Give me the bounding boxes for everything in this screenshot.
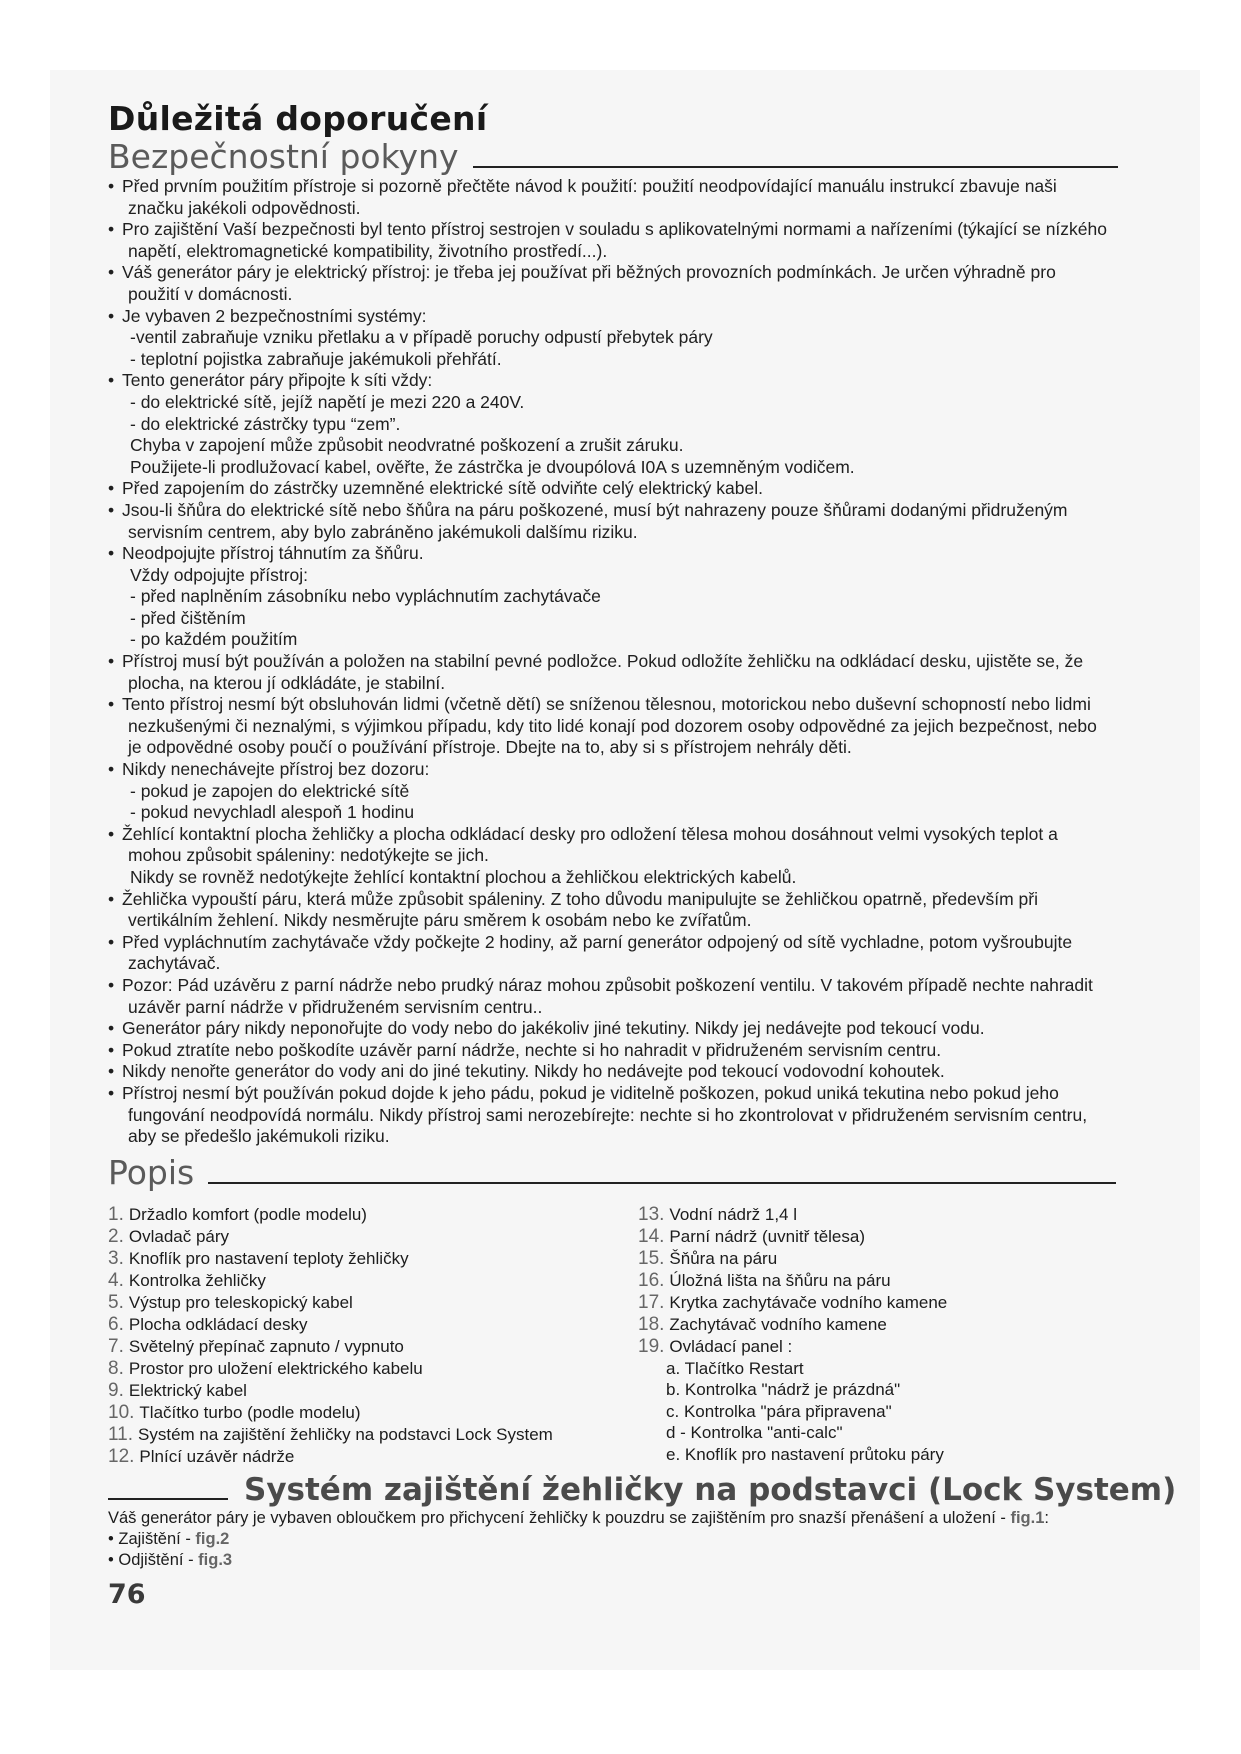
item-label: Plnící uzávěr nádrže bbox=[139, 1446, 295, 1466]
bullet-item: • Před vypláchnutím zachytávače vždy počkejte 2 hodiny, až parní generátor odpojený od sítě vychladne, potom vyšroubujte bbox=[108, 932, 1213, 954]
fig-ref: fig.3 bbox=[198, 1550, 233, 1569]
sub-list-item: e. Knoflík pro nastavení průtoku páry bbox=[666, 1444, 944, 1464]
lock-system-heading bbox=[108, 1472, 1213, 1508]
list-item bbox=[638, 1314, 1168, 1336]
bullet-continuation: nezkušenými či neznalými, s výjimkou případu, kdy tito lidé konají pod dozorem osoby odpovědné za jejich bezpečnost, nebo bbox=[128, 715, 1097, 736]
safety-heading-text: Bezpečnostní pokyny bbox=[108, 137, 459, 176]
popis-heading-text: Popis bbox=[108, 1152, 195, 1192]
list-item bbox=[108, 1402, 638, 1424]
bullet-item: • Generátor páry nikdy neponořujte do vody nebo do jakékoliv jiné tekutiny. Nikdy jej nedávejte pod tekoucí vodu. bbox=[108, 1018, 1213, 1040]
item-label: Zachytávač vodního kamene bbox=[669, 1314, 887, 1334]
item-label: Ovládací panel : bbox=[669, 1336, 793, 1356]
bullet-item: • Je vybaven 2 bezpečnostními systémy: bbox=[108, 306, 1213, 328]
sub-list-item: a. Tlačítko Restart bbox=[666, 1358, 804, 1378]
bullet-continuation: -ventil zabraňuje vzniku přetlaku a v případě poruchy odpustí přebytek páry bbox=[130, 327, 713, 348]
item-label: Parní nádrž (uvnitř tělesa) bbox=[669, 1226, 866, 1246]
lock-intro: Váš generátor páry je vybaven obloučkem pro přichycení žehličky k pouzdru se zajištěním pro snazší přenášení a uložení - bbox=[108, 1508, 1011, 1527]
list-item bbox=[108, 1424, 638, 1446]
lock-item-label: Odjištění - bbox=[118, 1550, 199, 1569]
heading-rule bbox=[473, 166, 1118, 168]
item-number: 1. bbox=[108, 1203, 124, 1225]
list-item bbox=[638, 1292, 1168, 1314]
list-item bbox=[638, 1204, 1168, 1226]
list-item bbox=[638, 1226, 1168, 1248]
popis-heading bbox=[108, 1154, 1213, 1192]
list-item bbox=[108, 1336, 638, 1358]
sub-list-item: b. Kontrolka "nádrž je prázdná" bbox=[666, 1380, 901, 1400]
item-label: Kontrolka žehličky bbox=[128, 1270, 266, 1290]
bullet-glyph: • bbox=[108, 1529, 119, 1548]
bullet-continuation: uzávěr parní nádrže v přidruženém servisním centru.. bbox=[128, 996, 543, 1017]
bullet-item: • Tento generátor páry připojte k síti vždy: bbox=[108, 370, 1213, 392]
bullet-item: • Pozor: Pád uzávěru z parní nádrže nebo prudký náraz mohou způsobit poškození ventilu. V takovém případě nechte nahradit bbox=[108, 975, 1213, 997]
bullet-continuation: použití v domácnosti. bbox=[128, 283, 293, 304]
item-label: Šňůra na páru bbox=[669, 1248, 778, 1268]
bullet-continuation: Použijete-li prodlužovací kabel, ověřte, že zástrčka je dvoupólová I0A s uzemněným vodičem. bbox=[130, 456, 855, 477]
bullet-continuation: - před naplněním zásobníku nebo vypláchnutím zachytávače bbox=[130, 586, 601, 607]
bullet-continuation: - teplotní pojistka zabraňuje jakémukoli přehřátí. bbox=[130, 348, 502, 369]
item-label: Vodní nádrž 1,4 l bbox=[669, 1204, 798, 1224]
bullet-continuation: - pokud je zapojen do elektrické sítě bbox=[130, 780, 410, 801]
item-label: Prostor pro uložení elektrického kabelu bbox=[128, 1358, 423, 1378]
item-label: Plocha odkládací desky bbox=[128, 1314, 308, 1334]
bullet-continuation: servisním centrem, aby bylo zabráněno jakémukoli dalšímu riziku. bbox=[128, 521, 638, 542]
item-label: Elektrický kabel bbox=[128, 1380, 247, 1400]
bullet-glyph: • bbox=[108, 1550, 119, 1569]
bullet-item: • Přístroj musí být používán a položen na stabilní pevné podložce. Pokud odložíte žehličku na odkládací desku, ujistěte se, že bbox=[108, 651, 1213, 673]
item-number: 15. bbox=[638, 1247, 665, 1269]
bullet-continuation: - do elektrické sítě, jejíž napětí je mezi 220 a 240V. bbox=[130, 391, 525, 412]
lock-item bbox=[108, 1529, 1213, 1550]
item-number: 14. bbox=[638, 1225, 665, 1247]
item-number: 18. bbox=[638, 1313, 665, 1335]
item-label: Světelný přepínač zapnuto / vypnuto bbox=[128, 1336, 404, 1356]
lock-item bbox=[108, 1550, 1213, 1571]
list-item bbox=[108, 1292, 638, 1314]
item-label: Úložná lišta na šňůru na páru bbox=[669, 1270, 891, 1290]
bullet-item: • Žehlička vypouští páru, která může způsobit spáleniny. Z toho důvodu manipulujte se žehličkou opatrně, především při bbox=[108, 889, 1213, 911]
item-label: Držadlo komfort (podle modelu) bbox=[128, 1204, 367, 1224]
bullet-item: • Před zapojením do zástrčky uzemněné elektrické sítě odviňte celý elektrický kabel. bbox=[108, 478, 1213, 500]
item-number: 4. bbox=[108, 1269, 124, 1291]
bullet-item: • Jsou-li šňůra do elektrické sítě nebo šňůra na páru poškozené, musí být nahrazeny pouze šňůrami dodanými přidruženým bbox=[108, 500, 1213, 522]
sub-list-item: c. Kontrolka "pára připravena" bbox=[666, 1401, 892, 1421]
list-item bbox=[108, 1314, 638, 1336]
item-number: 16. bbox=[638, 1269, 665, 1291]
lock-item-label: Zajištění - bbox=[118, 1529, 196, 1548]
parts-list bbox=[108, 1204, 1213, 1468]
bullet-item: • Nikdy nenořte generátor do vody ani do jiné tekutiny. Nikdy ho nedávejte pod tekoucí vodovodní kohoutek. bbox=[108, 1061, 1213, 1083]
list-item bbox=[638, 1248, 1168, 1270]
bullet-item: • Před prvním použitím přístroje si pozorně přečtěte návod k použití: použití neodpovídající manuálu instrukcí zbavuje naši bbox=[108, 176, 1213, 198]
item-label: Tlačítko turbo (podle modelu) bbox=[139, 1402, 361, 1422]
item-label: Systém na zajištění žehličky na podstavci Lock System bbox=[138, 1424, 553, 1444]
bullet-continuation: je odpovědné osoby poučí o používání přístroje. Dbejte na to, aby si s přístrojem nehrály děti. bbox=[128, 737, 852, 758]
item-number: 13. bbox=[638, 1203, 665, 1225]
item-number: 6. bbox=[108, 1313, 124, 1335]
list-item bbox=[638, 1270, 1168, 1292]
item-number: 10. bbox=[108, 1401, 135, 1423]
item-number: 2. bbox=[108, 1225, 124, 1247]
item-number: 11. bbox=[108, 1423, 134, 1445]
item-number: 12. bbox=[108, 1445, 135, 1467]
bullet-continuation: vertikálním žehlení. Nikdy nesměrujte páru směrem k osobám nebo ke zvířatům. bbox=[128, 910, 752, 931]
item-label: Výstup pro teleskopický kabel bbox=[128, 1292, 353, 1312]
bullet-item: • Pro zajištění Vaší bezpečnosti byl tento přístroj sestrojen v souladu s aplikovatelnými normami a nařízeními (týkající se nízkého bbox=[108, 219, 1213, 241]
bullet-continuation: - před čištěním bbox=[130, 607, 246, 628]
bullet-continuation: aby se předešlo jakémukoli riziku. bbox=[128, 1126, 390, 1147]
safety-instructions bbox=[108, 176, 1213, 1148]
bullet-item: • Váš generátor páry je elektrický přístroj: je třeba jej používat při běžných provozních podmínkách. Je určen výhradně pro bbox=[108, 262, 1213, 284]
list-item bbox=[108, 1270, 638, 1292]
bullet-continuation: zachytávač. bbox=[128, 953, 221, 974]
item-label: Knoflík pro nastavení teploty žehličky bbox=[128, 1248, 409, 1268]
lock-items bbox=[108, 1529, 1213, 1571]
list-item bbox=[108, 1380, 638, 1402]
item-number: 17. bbox=[638, 1291, 665, 1313]
bullet-continuation: Chyba v zapojení může způsobit neodvratné poškození a zrušit záruku. bbox=[130, 435, 684, 456]
list-item bbox=[108, 1248, 638, 1270]
list-item bbox=[108, 1446, 638, 1468]
safety-heading bbox=[108, 138, 1213, 176]
fig-ref: fig.2 bbox=[195, 1529, 230, 1548]
bullet-continuation: mohou způsobit spáleniny: nedotýkejte se jich. bbox=[128, 845, 489, 866]
fig-ref: fig.1 bbox=[1010, 1508, 1045, 1527]
page-content bbox=[108, 100, 1213, 1610]
item-number: 9. bbox=[108, 1379, 124, 1401]
sub-list-item: d - Kontrolka "anti-calc" bbox=[666, 1423, 843, 1443]
item-number: 5. bbox=[108, 1291, 124, 1313]
bullet-continuation: - po každém použitím bbox=[130, 629, 298, 650]
list-item bbox=[638, 1336, 1168, 1358]
bullet-item: • Pokud ztratíte nebo poškodíte uzávěr parní nádrže, nechte si ho nahradit v přidruženém servisním centru. bbox=[108, 1040, 1213, 1062]
bullet-item: • Tento přístroj nesmí být obsluhován lidmi (včetně dětí) se sníženou tělesnou, motorickou nebo duševní schopností nebo lidmi bbox=[108, 694, 1213, 716]
bullet-continuation: značku jakékoli odpovědnosti. bbox=[128, 197, 361, 218]
bullet-continuation: - pokud nevychladl alespoň 1 hodinu bbox=[130, 802, 415, 823]
item-label: Krytka zachytávače vodního kamene bbox=[669, 1292, 948, 1312]
bullet-item: • Nikdy nenechávejte přístroj bez dozoru: bbox=[108, 759, 1213, 781]
bullet-item: • Žehlící kontaktní plocha žehličky a plocha odkládací desky pro odložení tělesa mohou dosáhnout velmi vysokých teplot a bbox=[108, 824, 1213, 846]
bullet-item: • Přístroj nesmí být používán pokud dojde k jeho pádu, pokud je viditelně poškozen, pokud uniká tekutina nebo pokud jeho bbox=[108, 1083, 1213, 1105]
lock-system-heading-text: Systém zajištění žehličky na podstavci (Lock System) bbox=[244, 1471, 1177, 1508]
list-item bbox=[108, 1358, 638, 1380]
lock-system-text bbox=[108, 1508, 1213, 1571]
bullet-continuation: Nikdy se rovněž nedotýkejte žehlící kontaktní plochou a žehličkou elektrických kabelů. bbox=[130, 867, 797, 887]
heading-rule bbox=[208, 1182, 1116, 1184]
bullet-item: • Neodpojujte přístroj táhnutím za šňůru. bbox=[108, 543, 1213, 565]
list-item bbox=[108, 1204, 638, 1226]
parts-list-left bbox=[108, 1204, 638, 1468]
item-number: 19. bbox=[638, 1335, 665, 1357]
lock-colon: : bbox=[1044, 1508, 1049, 1527]
item-number: 8. bbox=[108, 1357, 124, 1379]
list-item bbox=[108, 1226, 638, 1248]
bullet-continuation: plocha, na kterou jí odkládáte, je stabilní. bbox=[128, 672, 446, 693]
heading-rule bbox=[108, 1498, 228, 1500]
page-title: Důležitá doporučení bbox=[108, 99, 488, 138]
item-label: Ovladač páry bbox=[128, 1226, 230, 1246]
item-number: 7. bbox=[108, 1335, 124, 1357]
parts-list-right bbox=[638, 1204, 1168, 1468]
item-number: 3. bbox=[108, 1247, 124, 1269]
bullet-continuation: fungování neodpovídá normálu. Nikdy přístroj sami nerozebírejte: nechte si ho zkontrolovat v přidruženém servisním centru, bbox=[128, 1104, 1088, 1125]
bullet-continuation: - do elektrické zástrčky typu “zem”. bbox=[130, 413, 401, 434]
bullet-continuation: Vždy odpojujte přístroj: bbox=[130, 564, 309, 585]
page-number: 76 bbox=[108, 1578, 146, 1610]
bullet-continuation: napětí, elektromagnetické kompatibility, životního prostředí...). bbox=[128, 240, 608, 261]
